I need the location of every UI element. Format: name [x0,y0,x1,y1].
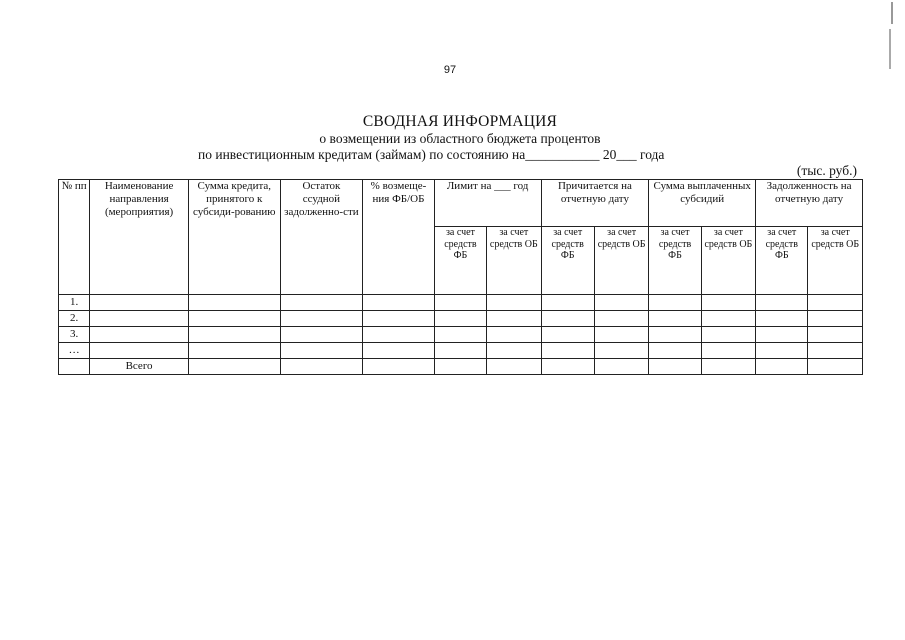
header-reimbursement-percent: % возмеще-ния ФБ/ОБ [363,180,435,295]
table-cell [90,295,189,311]
table-cell [541,311,594,327]
table-cell [487,343,541,359]
table-cell [280,327,363,343]
table-cell [434,343,486,359]
table-cell [541,327,594,343]
table-cell [188,343,280,359]
table-cell [756,359,808,375]
total-label: Всего [90,359,189,375]
table-cell [280,295,363,311]
subheader-fb: за счет средств ФБ [541,227,594,295]
table-cell [649,343,701,359]
table-cell [90,343,189,359]
header-due: Причитается на отчетную дату [541,180,649,227]
page-number: 97 [443,64,457,76]
table-cell [541,343,594,359]
table-cell [487,327,541,343]
table-row [59,343,863,359]
table-row [59,327,863,343]
table-cell [594,327,648,343]
table-cell [90,311,189,327]
subheader-ob: за счет средств ОБ [487,227,541,295]
table-row [59,311,863,327]
table-cell [434,327,486,343]
table-cell [188,311,280,327]
table-cell [649,327,701,343]
table-cell [363,311,435,327]
table-cell [280,343,363,359]
header-name: Наименование направления (мероприятия) [90,180,189,295]
table-cell [701,343,755,359]
table-cell [188,359,280,375]
table-cell [188,295,280,311]
row-number: 1. [59,295,90,311]
table-cell [90,327,189,343]
table-cell [434,295,486,311]
table-cell [594,343,648,359]
table-cell [756,295,808,311]
subheader-ob: за счет средств ОБ [701,227,755,295]
table-cell [808,295,863,311]
subheader-fb: за счет средств ФБ [756,227,808,295]
table-cell [756,327,808,343]
table-cell [363,327,435,343]
table-cell [188,327,280,343]
table-cell [487,359,541,375]
table-total-row [59,359,863,375]
table-cell [701,311,755,327]
subheader-ob: за счет средств ОБ [594,227,648,295]
table-cell [594,295,648,311]
summary-table [58,179,863,375]
table-cell [649,295,701,311]
table-cell [280,311,363,327]
table-cell [280,359,363,375]
table-cell [808,343,863,359]
table-cell [434,311,486,327]
header-credit-sum: Сумма кредита, принятого к субсиди-рованию [188,180,280,295]
table-cell [808,359,863,375]
table-cell [541,295,594,311]
header-limit: Лимит на ___ год [434,180,541,227]
table-cell [808,327,863,343]
document-title: СВОДНАЯ ИНФОРМАЦИЯ [362,113,558,130]
table-cell [59,359,90,375]
header-debt: Задолженность на отчетную дату [756,180,863,227]
row-number: … [59,343,90,359]
header-paid-subsidies: Сумма выплаченных субсидий [649,180,756,227]
document-subtitle-date: по инвестиционным кредитам (займам) по состоянию на___________ 20___ года [198,147,665,162]
table-cell [756,343,808,359]
table-cell [756,311,808,327]
row-number: 2. [59,311,90,327]
subheader-ob: за счет средств ОБ [808,227,863,295]
table-cell [594,359,648,375]
header-number: № пп [59,180,90,295]
table-header-row [59,180,863,227]
table-cell [487,311,541,327]
table-cell [594,311,648,327]
document-subtitle: о возмещении из областного бюджета процентов [319,131,601,146]
table-cell [363,295,435,311]
header-loan-balance: Остаток ссудной задолженно-сти [280,180,363,295]
table-cell [434,359,486,375]
table-cell [363,359,435,375]
scan-artifact [891,2,893,24]
row-number: 3. [59,327,90,343]
table-row [59,295,863,311]
table-cell [649,311,701,327]
table-cell [701,295,755,311]
table-cell [541,359,594,375]
table-cell [487,295,541,311]
table-cell [701,359,755,375]
table-cell [649,359,701,375]
table-cell [701,327,755,343]
table-cell [363,343,435,359]
scan-artifact [889,29,891,69]
units-label: (тыс. руб.) [796,163,857,178]
subheader-fb: за счет средств ФБ [434,227,486,295]
subheader-fb: за счет средств ФБ [649,227,701,295]
table-cell [808,311,863,327]
